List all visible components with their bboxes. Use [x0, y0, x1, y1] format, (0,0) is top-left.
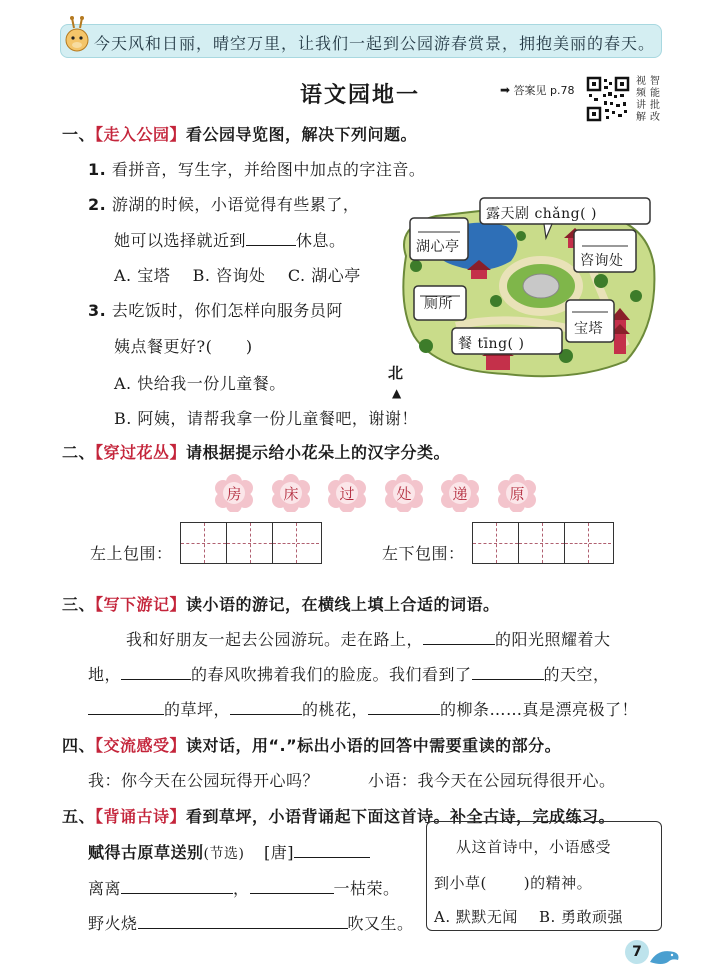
poem-question-options: A. 默默无闻 B. 勇敢顽强: [434, 908, 624, 926]
poem-title-line: [88, 840, 370, 863]
qr-label-video: 视频讲解: [636, 76, 646, 123]
map-label-info-desk: 咨询处: [580, 253, 624, 269]
answer-ref-text: 答案见 p.78: [513, 84, 575, 97]
writing-cell[interactable]: [181, 523, 227, 563]
q2-number: 2.: [88, 195, 107, 214]
dialogue-me: 我：你今天在公园玩得开心吗？: [88, 771, 320, 790]
poem-title: 赋得古原草送别: [88, 843, 204, 862]
section4-heading: [62, 733, 561, 756]
sky-adjective-blank[interactable]: [472, 666, 544, 680]
poem-dynasty: [唐]: [264, 843, 295, 862]
writing-cell[interactable]: [473, 523, 519, 563]
section1-tag: 【走入公园】: [95, 125, 187, 144]
writing-cell[interactable]: [227, 523, 273, 563]
section2-heading: [62, 440, 450, 463]
park-map: [396, 196, 658, 382]
poet-name-blank[interactable]: [294, 844, 370, 858]
poem-line2: [88, 911, 414, 934]
travelogue-line3-a: 的草坪，: [164, 700, 231, 719]
q1: [88, 157, 425, 180]
section5-prefix: 五、: [62, 807, 96, 826]
flower-char-4: 处: [396, 485, 412, 503]
section2-tag: 【穿过花丛】: [95, 443, 187, 462]
section5-tag: 【背诵古诗】: [95, 807, 187, 826]
q2-line1: [88, 192, 359, 215]
section1-prefix: 一、: [62, 125, 96, 144]
left-top-answer-grid[interactable]: [180, 522, 322, 564]
north-arrow-icon: ▲: [392, 386, 402, 400]
q3-line2: 姨点餐更好?( ): [114, 337, 253, 356]
section1-heading-text: 看公园导览图，解决下列问题。: [186, 125, 418, 144]
dialogue-xiaoyu: 小语：我今天在公园玩得很开心。: [368, 771, 616, 790]
travelogue-line3-c: 的柳条……真是漂亮极了！: [440, 700, 639, 719]
flower-char-5: 递: [452, 485, 468, 503]
poem-line1-blank1[interactable]: [121, 880, 233, 894]
giraffe-mascot-icon: [62, 14, 92, 58]
writing-cell[interactable]: [565, 523, 611, 563]
poem-line2-a: 野火烧: [88, 914, 138, 933]
lawn-adjective-blank[interactable]: [88, 701, 164, 715]
poem-line1-c: 一枯荣。: [333, 879, 400, 898]
map-label-lake-pavilion: 湖心亭: [416, 239, 460, 255]
q3-number: 3.: [88, 301, 107, 320]
qr-code-icon[interactable]: [586, 76, 630, 122]
travelogue-line2-c: 的天空，: [543, 665, 610, 684]
flower-char-1: 房: [226, 485, 242, 503]
flower-char-2: 床: [283, 485, 299, 503]
dolphin-icon: [648, 944, 682, 970]
section1-heading: [62, 122, 417, 145]
answer-reference: [500, 82, 575, 98]
breeze-adjective-blank[interactable]: [121, 666, 191, 680]
section3-heading-text: 读小语的游记，在横线上填上合适的词语。: [186, 595, 500, 614]
travelogue-line2-a: 地，: [88, 665, 122, 684]
poem-line1-comma: ，: [233, 879, 250, 898]
travelogue-line3-b: 的桃花，: [302, 700, 369, 719]
page-number: 7: [625, 940, 649, 964]
writing-cell[interactable]: [273, 523, 319, 563]
section3-tag: 【写下游记】: [95, 595, 187, 614]
q3-option-a: A. 快给我一份儿童餐。: [114, 374, 286, 393]
travelogue-line2-b: 的春风吹拂着我们的脸庞。我们看到了: [191, 665, 472, 684]
poem-question-line1: 从这首诗中，小语感受: [456, 838, 612, 856]
travelogue-line1: [126, 627, 611, 650]
left-top-enclosure-label: 左上包围：: [90, 544, 173, 563]
writing-cell[interactable]: [519, 523, 565, 563]
q2-line2: [114, 228, 346, 251]
page-title: 语文园地一: [299, 83, 420, 108]
q3-line1-text: 去吃饭时，你们怎样向服务员阿: [111, 301, 343, 320]
travelogue-line2: [88, 662, 610, 685]
poem-line2-blank[interactable]: [138, 915, 348, 929]
poem-line1-blank2[interactable]: [250, 880, 334, 894]
flower-char-3: 过: [339, 485, 355, 503]
map-label-toilet: 厕所: [424, 296, 453, 312]
poem-line2-b: 吹又生。: [347, 914, 414, 933]
section3-heading: [62, 592, 500, 615]
q3-line1: [88, 298, 343, 321]
q2-line1-text: 游湖的时候，小语觉得有些累了，: [111, 195, 360, 214]
peach-blossom-adjective-blank[interactable]: [230, 701, 302, 715]
q2-line2-b: 休息。: [296, 231, 346, 250]
travelogue-line1-b: 的阳光照耀着大: [495, 630, 611, 649]
flower-char-6: 原: [509, 485, 525, 503]
willow-adjective-blank[interactable]: [368, 701, 440, 715]
map-label-pagoda: 宝塔: [574, 321, 603, 337]
map-label-dining-hall: 餐 tīng( ): [458, 336, 525, 352]
north-indicator: [388, 362, 403, 401]
arrow-right-icon: ➡: [500, 83, 511, 97]
q1-number: 1.: [88, 160, 107, 179]
travelogue-line1-a: 我和好朋友一起去公园游玩。走在路上，: [126, 630, 424, 649]
section2-heading-text: 请根据提示给小花朵上的汉字分类。: [186, 443, 451, 462]
q2-answer-blank[interactable]: [246, 232, 296, 246]
section3-prefix: 三、: [62, 595, 96, 614]
banner-text: 今天风和日丽，晴空万里，让我们一起到公园游春赏景，拥抱美丽的春天。: [94, 34, 656, 53]
q1-text: 看拼音，写生字，并给图中加点的字注音。: [111, 160, 426, 179]
section5-heading-text: 看到草坪，小语背诵起下面这首诗。补全古诗，完成练习。: [186, 807, 616, 826]
qr-label-grading: 智能批改: [650, 76, 660, 123]
poem-line1: [88, 876, 400, 899]
section4-heading-text: 读对话，用“.”标出小语的回答中需要重读的部分。: [186, 736, 562, 755]
poem-question-line2: 到小草( )的精神。: [434, 874, 593, 892]
q2-options: A. 宝塔 B. 咨询处 C. 湖心亭: [114, 266, 361, 285]
north-label: 北: [388, 364, 404, 382]
section2-prefix: 二、: [62, 443, 96, 462]
left-bottom-answer-grid[interactable]: [472, 522, 614, 564]
sunlight-adjective-blank[interactable]: [423, 631, 495, 645]
section4-prefix: 四、: [62, 736, 96, 755]
q2-line2-a: 她可以选择就近到: [114, 231, 247, 250]
map-label-open-air-theater: 露天剧 chǎng( ): [486, 206, 598, 222]
q3-option-b: B. 阿姨，请帮我拿一份儿童餐吧，谢谢！: [114, 409, 418, 428]
left-bottom-enclosure-label: 左下包围：: [382, 544, 465, 563]
travelogue-line3: [88, 697, 638, 720]
poem-note: (节选): [203, 846, 245, 862]
poem-line1-a: 离离: [88, 879, 122, 898]
section4-tag: 【交流感受】: [95, 736, 187, 755]
